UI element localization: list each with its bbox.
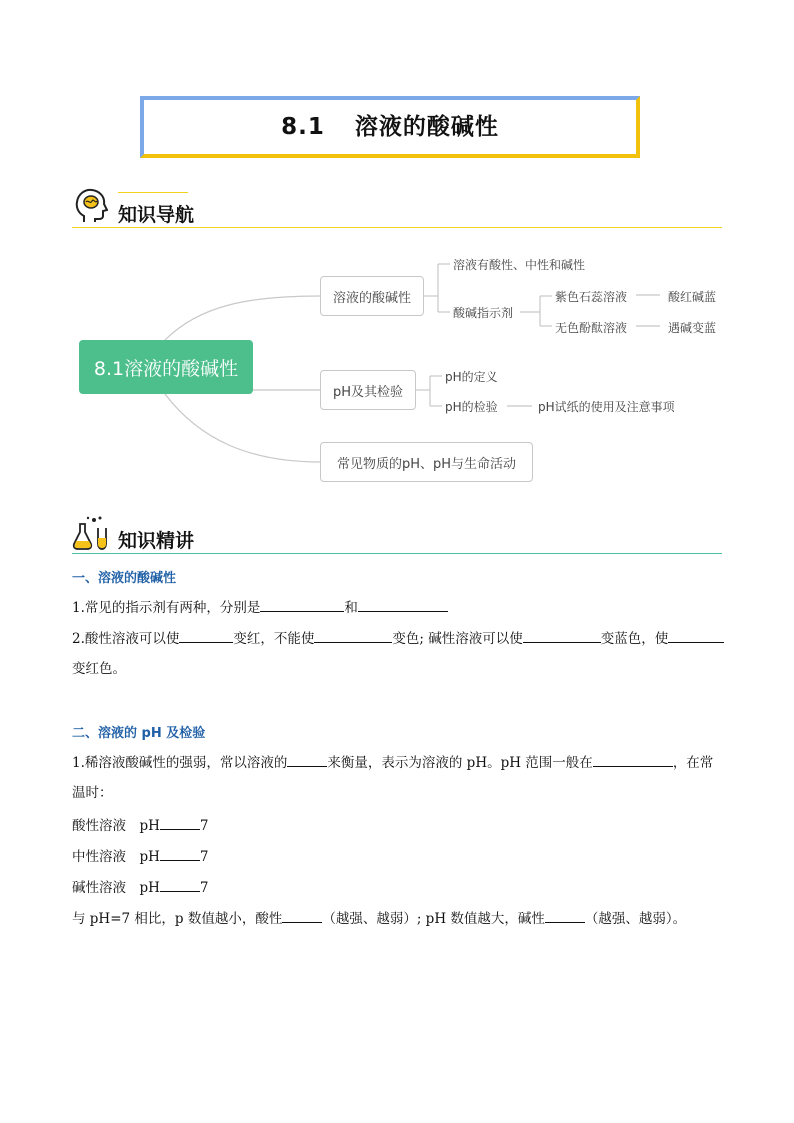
text: 7 — [199, 818, 209, 834]
mindmap-leaf-types: 溶液有酸性、中性和碱性 — [453, 258, 586, 272]
part2-acid-line — [72, 815, 209, 836]
text: 碱性溶液 pH — [72, 880, 160, 896]
answer-blank[interactable] — [545, 908, 585, 923]
text: 与 pH=7 相比，p 数值越小，酸性 — [72, 911, 283, 927]
text: （越强、越弱）; pH 数值越大，碱性 — [322, 911, 545, 927]
text: 来衡量，表示为溶液的 pH。pH 范围一般在 — [327, 755, 593, 771]
nav-section-title: 知识导航 — [118, 204, 195, 226]
title-number: 8.1 — [281, 114, 325, 140]
part2-base-line — [72, 877, 209, 898]
answer-blank[interactable] — [358, 597, 448, 612]
lecture-section-divider — [72, 553, 722, 554]
text: 变蓝色，使 — [600, 631, 669, 647]
mindmap-connectors — [0, 0, 794, 500]
part2-heading: 二、溶液的 pH 及检验 — [72, 726, 206, 741]
text: 7 — [199, 849, 209, 865]
text: （越强、越弱）。 — [584, 911, 687, 927]
text: ，在常 — [672, 755, 714, 771]
part2-question-1-cont: 温时： — [72, 785, 113, 801]
mindmap-leaf-ph-def: pH的定义 — [445, 370, 498, 384]
text: 1.常见的指示剂有两种，分别是 — [72, 600, 261, 616]
text: 和 — [344, 600, 358, 616]
answer-blank[interactable] — [160, 815, 200, 830]
mindmap-branch-ph: pH及其检验 — [320, 370, 416, 410]
answer-blank[interactable] — [179, 628, 233, 643]
answer-blank[interactable] — [314, 628, 392, 643]
answer-blank[interactable] — [523, 628, 601, 643]
part2-compare-line — [72, 908, 686, 929]
part1-heading: 一、溶液的酸碱性 — [72, 571, 177, 586]
mindmap-root: 8.1溶液的酸碱性 — [79, 340, 253, 394]
mindmap-leaf-ph-test: pH的检验 — [445, 400, 498, 414]
answer-blank[interactable] — [593, 752, 673, 767]
text: 变红，不能使 — [233, 631, 315, 647]
mindmap-leaf-phenol: 无色酚酞溶液 — [555, 321, 628, 335]
lecture-section-title: 知识精讲 — [118, 530, 195, 552]
answer-blank[interactable] — [282, 908, 322, 923]
part1-question-2 — [72, 628, 724, 649]
text: 变色; 碱性溶液可以使 — [392, 631, 523, 647]
answer-blank[interactable] — [668, 628, 724, 643]
lecture-section-header — [72, 514, 722, 556]
mindmap-branch-common-ph: 常见物质的pH、pH与生命活动 — [320, 442, 533, 482]
part2-question-1 — [72, 752, 713, 773]
mindmap-branch-acidity: 溶液的酸碱性 — [320, 276, 424, 316]
text: 1.稀溶液酸碱性的强弱，常以溶液的 — [72, 755, 288, 771]
answer-blank[interactable] — [160, 877, 200, 892]
part2-neutral-line — [72, 846, 209, 867]
text: 7 — [199, 880, 209, 896]
mindmap-leaf-litmus-result: 酸红碱蓝 — [668, 290, 717, 304]
answer-blank[interactable] — [287, 752, 327, 767]
mindmap-leaf-indicator: 酸碱指示剂 — [453, 306, 514, 320]
mindmap-leaf-phenol-result: 遇碱变蓝 — [668, 321, 717, 335]
mindmap-leaf-litmus: 紫色石蕊溶液 — [555, 290, 628, 304]
flask-icon — [72, 514, 110, 552]
title-text: 溶液的酸碱性 — [354, 114, 499, 140]
part1-question-2-cont: 变红色。 — [72, 661, 126, 677]
answer-blank[interactable] — [260, 597, 344, 612]
answer-blank[interactable] — [160, 846, 200, 861]
text: 中性溶液 pH — [72, 849, 160, 865]
text: 酸性溶液 pH — [72, 818, 160, 834]
part1-question-1 — [72, 597, 448, 618]
text: 2.酸性溶液可以使 — [72, 631, 180, 647]
mindmap-leaf-ph-paper: pH试纸的使用及注意事项 — [538, 400, 675, 414]
